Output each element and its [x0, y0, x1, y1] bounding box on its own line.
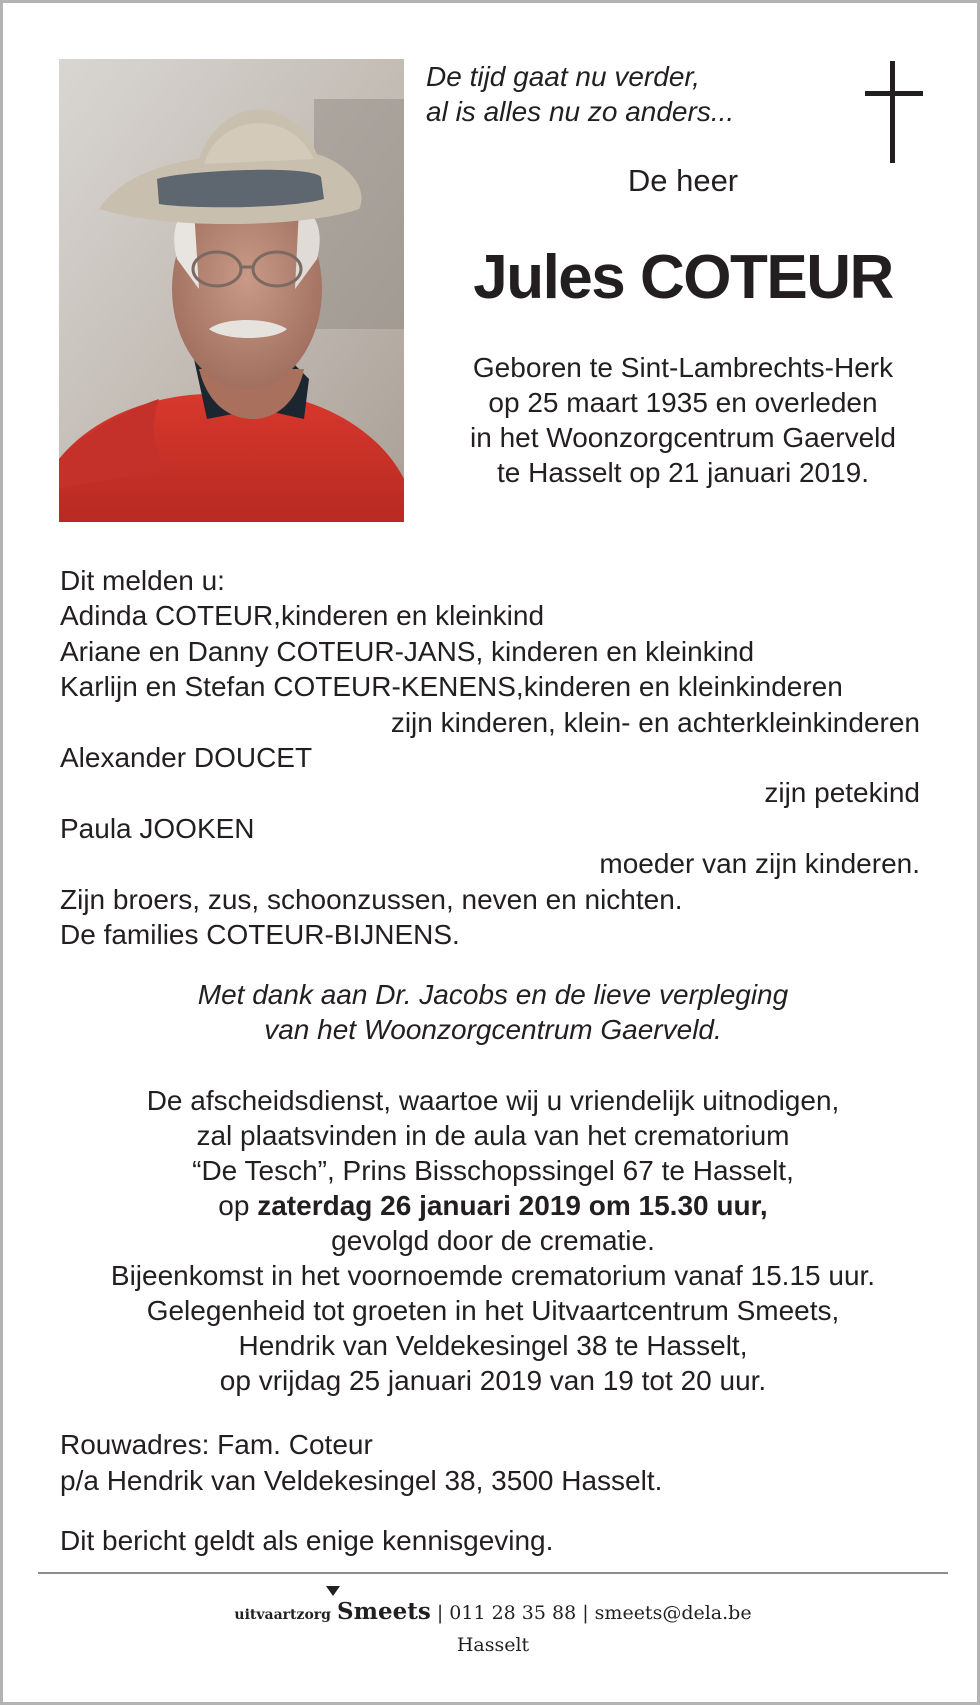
portrait-photo [59, 59, 404, 522]
announcement-line: Alexander DOUCET [60, 742, 313, 774]
service-line: zal plaatsvinden in de aula van het crematorium [196, 1120, 790, 1151]
announcement-line: De families COTEUR-BIJNENS. [60, 919, 460, 951]
service-date-line [43, 1188, 943, 1223]
motto-line: al is alles nu zo anders... [426, 96, 735, 127]
service-line: Bijeenkomst in het voornoemde crematorium vanaf 15.15 uur. [110, 1260, 876, 1291]
thanks-line: Met dank aan Dr. Jacobs en de lieve verpleging [197, 979, 789, 1010]
footer-city: Hasselt [456, 1634, 530, 1656]
birth-line: Geboren te Sint-Lambrechts-Herk [472, 352, 894, 383]
announcement-line: Dit melden u: [60, 565, 225, 596]
funeral-home-footer [43, 1595, 943, 1658]
announcement-line: Ariane en Danny COTEUR-JANS, kinderen en kleinkind [60, 635, 755, 667]
birth-line: op 25 maart 1935 en overleden [488, 387, 878, 418]
deceased-name: Jules COTEUR [473, 243, 893, 312]
thanks-line: van het Woonzorgcentrum Gaerveld. [264, 1014, 722, 1045]
service-line: Gelegenheid tot groeten in het Uitvaartcentrum Smeets, [146, 1295, 840, 1326]
announcement-line: zijn kinderen, klein- en achterkleinkinderen [390, 706, 920, 738]
service-line: gevolgd door de crematie. [331, 1225, 655, 1256]
announcement-line: Karlijn en Stefan COTEUR-KENENS,kinderen en kleinkinderen [60, 671, 843, 703]
brand-prefix: uitvaartzorg [234, 1607, 331, 1623]
birth-line: in het Woonzorgcentrum Gaerveld [470, 422, 896, 453]
family-announcement [60, 563, 920, 952]
address-line: p/a Hendrik van Veldekesingel 38, 3500 Hasselt. [60, 1465, 663, 1496]
portrait-illustration [59, 59, 404, 522]
announcement-line: zijn petekind [764, 777, 920, 809]
cross-icon [865, 61, 923, 163]
funeral-service-details [43, 1083, 943, 1398]
thanks-message [43, 977, 943, 1047]
service-line: Hendrik van Veldekesingel 38 te Hasselt, [238, 1330, 748, 1361]
service-date-prefix: op [218, 1190, 258, 1221]
motto [426, 59, 846, 129]
service-line: op vrijdag 25 januari 2019 van 19 tot 20 uur. [219, 1365, 767, 1396]
announcement-line: moeder van zijn kinderen. [599, 848, 920, 880]
service-date: zaterdag 26 januari 2019 om 15.30 uur, [257, 1190, 768, 1221]
notice-text: Dit bericht geldt als enige kennisgeving. [60, 1525, 554, 1556]
salutation: De heer [627, 163, 739, 198]
birth-line: te Hasselt op 21 januari 2019. [496, 457, 870, 488]
motto-line: De tijd gaat nu verder, [426, 61, 700, 92]
footer-contact: | 011 28 35 88 | smeets@dela.be [436, 1602, 752, 1624]
footer-contact-line [43, 1595, 943, 1632]
service-line: De afscheidsdienst, waartoe wij u vriendelijk uitnodigen, [146, 1085, 840, 1116]
triangle-icon [326, 1586, 340, 1596]
announcement-line: Paula JOOKEN [60, 812, 255, 844]
divider [38, 1572, 948, 1574]
mourning-address [60, 1427, 920, 1499]
announcement-line: Zijn broers, zus, schoonzussen, neven en nichten. [60, 883, 683, 915]
announcement-line: Adinda COTEUR,kinderen en kleinkind [60, 600, 545, 632]
brand-name [337, 1598, 431, 1625]
birth-details [423, 350, 943, 490]
address-line: Rouwadres: Fam. Coteur [60, 1429, 373, 1460]
brand-name-text: Smeets [337, 1598, 431, 1625]
service-line: “De Tesch”, Prins Bisschopssingel 67 te Hasselt, [192, 1155, 794, 1186]
